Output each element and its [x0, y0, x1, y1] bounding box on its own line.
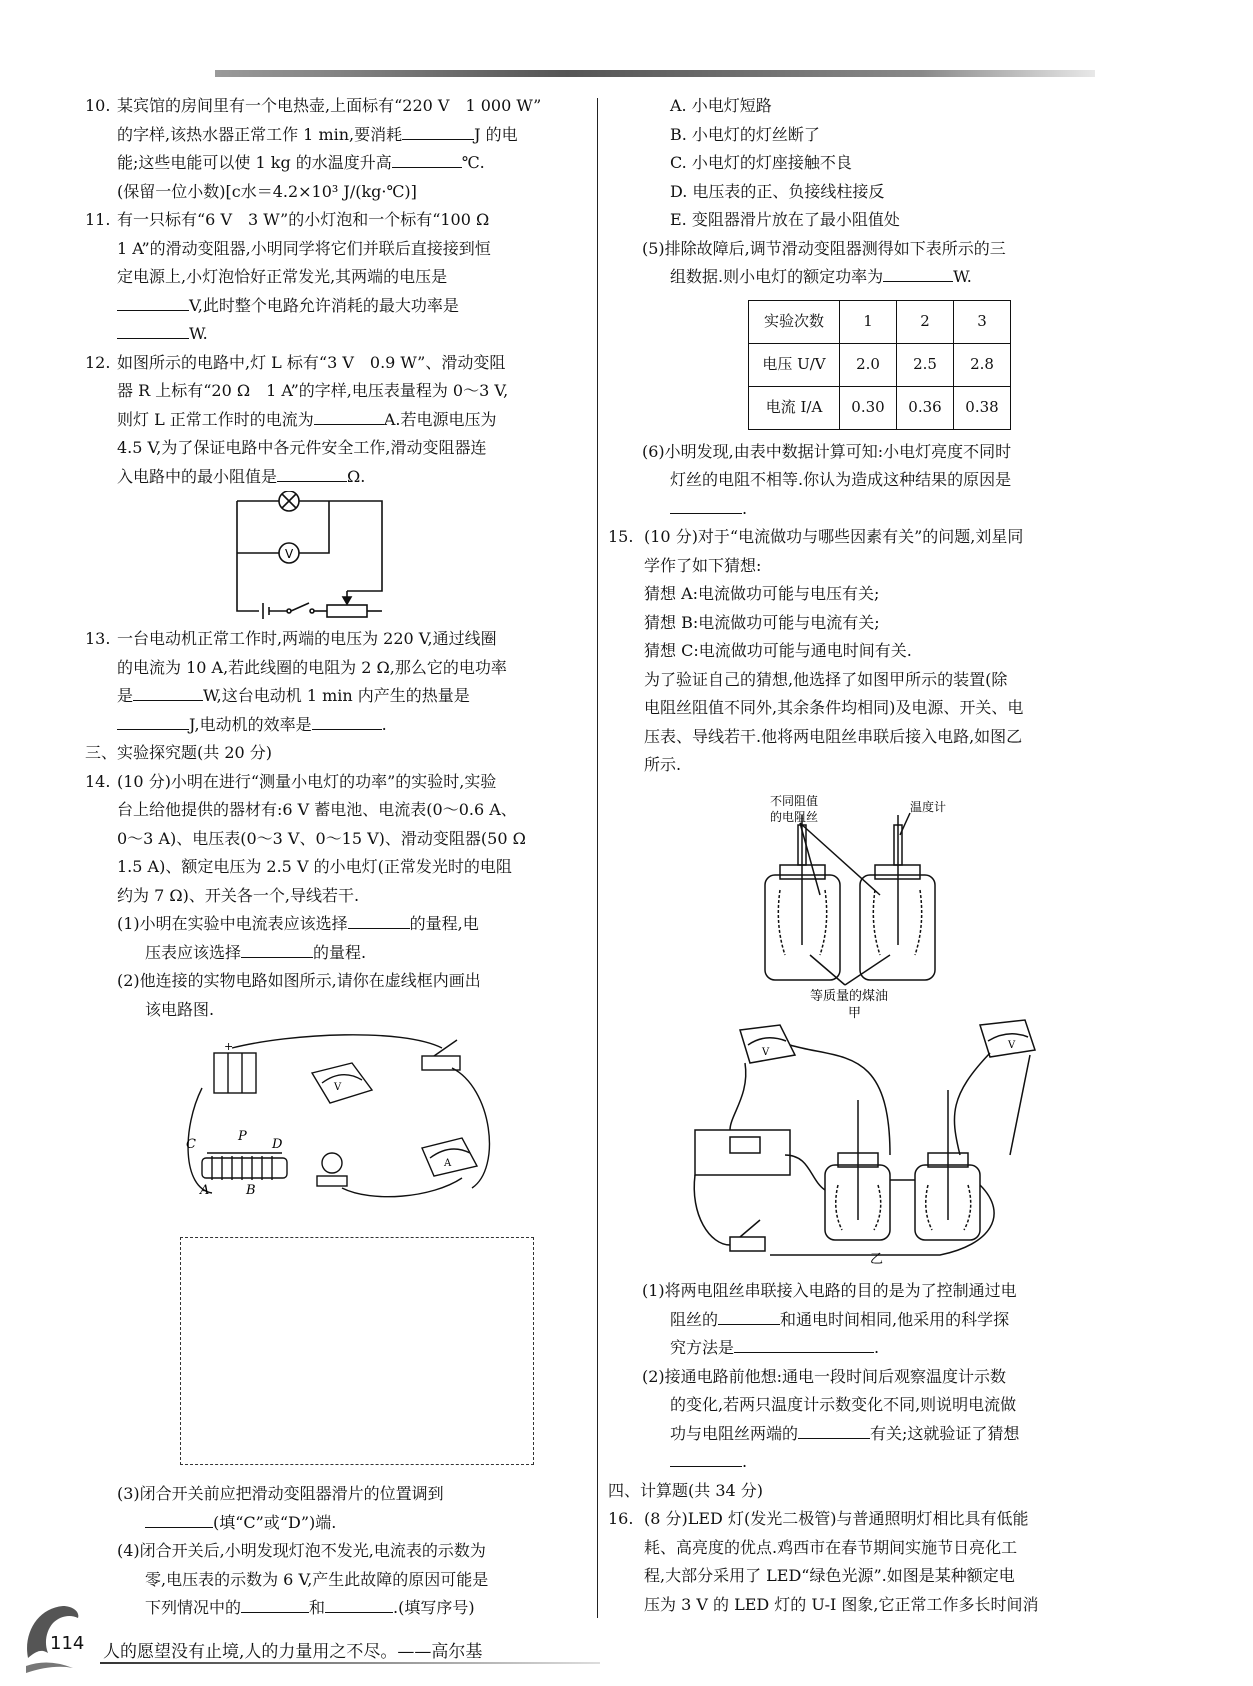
text-line	[117, 1509, 585, 1538]
answer-blank[interactable]	[312, 711, 382, 730]
answer-blank[interactable]	[718, 1306, 780, 1325]
text-line: 所示.	[644, 755, 682, 774]
right-column	[608, 92, 1100, 780]
answer-blank[interactable]	[798, 1420, 870, 1439]
text: Ω.	[347, 466, 366, 486]
question-number: 16.	[608, 1509, 634, 1528]
section-heading-3: 三、实验探究题(共 20 分)	[85, 743, 273, 762]
table-cell: 2.0	[840, 343, 897, 386]
text: 究方法是	[670, 1338, 735, 1357]
text-line	[117, 463, 585, 492]
text-line: 器 R 上标有“20 Ω 1 A”的字样,电压表量程为 0～3 V,	[117, 381, 509, 400]
option-a: A. 小电灯短路	[670, 96, 772, 115]
answer-blank[interactable]	[348, 910, 410, 929]
header-rule	[215, 70, 1095, 77]
text: .	[742, 1452, 748, 1471]
text-line: 约为 7 Ω)、开关各一个,导线若干.	[117, 885, 360, 905]
answer-blank[interactable]	[883, 263, 953, 282]
text-line: (4)闭合开关后,小明发现灯泡不发光,电流表的示数为	[117, 1541, 486, 1560]
text: V,此时整个电路允许消耗的最大功率是	[189, 295, 459, 315]
table-row	[749, 343, 1011, 386]
text: .	[742, 498, 748, 518]
answer-blank[interactable]	[670, 1448, 742, 1467]
table-cell: 2	[897, 300, 954, 343]
text-line: 如图所示的电路中,灯 L 标有“3 V 0.9 W”、滑动变阻	[117, 352, 506, 372]
text-line: 程,大部分采用了 LED“绿色光源”.如图是某种额定电	[644, 1566, 1015, 1585]
right-column-bottom	[608, 1277, 1100, 1619]
text-line: 为了验证自己的猜想,他选择了如图甲所示的装置(除	[644, 669, 1008, 689]
text-line	[117, 320, 585, 349]
text: W,这台电动机 1 min 内产生的热量是	[203, 686, 470, 705]
text-line	[640, 1420, 1100, 1449]
text-line: 猜想 B:电流做功可能与电流有关;	[644, 612, 880, 632]
text-line	[117, 910, 585, 939]
text-line: 猜想 A:电流做功可能与电压有关;	[644, 584, 880, 603]
circuit-diagram-q12	[227, 491, 427, 621]
text: (1)小明在实验中电流表应该选择	[117, 914, 348, 933]
text-line: 电阻丝阻值不同外,其余条件均相同)及电源、开关、电	[644, 698, 1024, 717]
table-cell: 电压 U/V	[749, 343, 840, 386]
text-line	[117, 682, 585, 711]
text-line: 某宾馆的房间里有一个电热壶,上面标有“220 V 1 000 W”	[117, 96, 542, 115]
answer-blank[interactable]	[117, 320, 189, 339]
text-line	[117, 406, 585, 435]
text: .	[874, 1338, 880, 1357]
option-e: E. 变阻器滑片放在了最小阻值处	[670, 210, 900, 229]
text-line: 的变化,若两只温度计示数变化不同,则说明电流做	[670, 1395, 1017, 1414]
footer-motto: 人的愿望没有止境,人的力量用之不尽。——高尔基	[103, 1642, 483, 1662]
text: .(填写序号)	[393, 1598, 475, 1617]
text-line: (6)小明发现,由表中数据计算可知:小电灯亮度不同时	[642, 441, 1012, 461]
text-line: 4.5 V,为了保证电路中各元件安全工作,滑动变阻器连	[117, 438, 487, 457]
text-line: (1)将两电阻丝串联接入电路的目的是为了控制通过电	[642, 1281, 1017, 1300]
text-line	[117, 1594, 585, 1623]
answer-blank[interactable]	[314, 406, 384, 425]
text-line: 0～3 A)、电压表(0～3 V、0～15 V)、滑动变阻器(50 Ω	[117, 828, 526, 848]
text-line: 1.5 A)、额定电压为 2.5 V 的小电灯(正常发光时的电阻	[117, 857, 512, 876]
text: 是	[117, 686, 134, 705]
text-line: (2)他连接的实物电路如图所示,请你在虚线框内画出	[117, 971, 481, 990]
terminal-a-label: A	[200, 1183, 210, 1198]
table-cell: 0.36	[897, 386, 954, 429]
text: 组数据.则小电灯的额定功率为	[670, 267, 884, 286]
text: 的量程.	[313, 942, 367, 962]
text-line	[117, 939, 585, 968]
answer-blank[interactable]	[241, 939, 313, 958]
physical-circuit-illustration	[172, 1028, 512, 1213]
text: 有关;这就验证了猜想	[870, 1423, 1020, 1443]
table-cell: 3	[954, 300, 1011, 343]
table-cell: 0.30	[840, 386, 897, 429]
text-line: (8 分)LED 灯(发光二极管)与普通照明灯相比具有低能	[644, 1509, 1029, 1528]
answer-blank[interactable]	[117, 711, 189, 730]
text-line: (保留一位小数)[c水＝4.2×10³ J/(kg·℃)]	[117, 181, 417, 201]
answer-blank[interactable]	[133, 682, 203, 701]
option-c: C. 小电灯的灯座接触不良	[670, 153, 852, 172]
question-12	[85, 349, 585, 622]
measurement-table	[748, 300, 1011, 430]
question-11	[85, 206, 585, 349]
table-row	[749, 300, 1011, 343]
answer-blank[interactable]	[392, 149, 462, 168]
question-number: 13.	[85, 629, 111, 648]
figure-label: 不同阻值	[770, 795, 819, 808]
answer-blank[interactable]	[277, 463, 347, 482]
table-cell: 电流 I/A	[749, 386, 840, 429]
figure-label: 温度计	[910, 800, 947, 814]
text-line	[640, 1306, 1100, 1335]
text-line: 压为 3 V 的 LED 灯的 U-I 图象,它正常工作多长时间消	[644, 1594, 1039, 1614]
footer-rule	[100, 1662, 600, 1664]
text-line: 压表、导线若干.他将两电阻丝串联后接入电路,如图乙	[644, 726, 1023, 746]
text-line: 学作了如下猜想:	[644, 555, 762, 575]
text-line: 台上给他提供的器材有:6 V 蓄电池、电流表(0～0.6 A、	[117, 800, 517, 819]
section-heading-4: 四、计算题(共 34 分)	[608, 1480, 764, 1500]
left-column-bottom	[85, 1480, 585, 1623]
question-number: 11.	[85, 210, 111, 229]
text-line: (10 分)小明在进行“测量小电灯的功率”的实验时,实验	[117, 771, 497, 791]
table-cell: 2.8	[954, 343, 1011, 386]
question-14-continued	[85, 1480, 585, 1623]
text: W.	[953, 267, 972, 286]
text-line	[117, 121, 585, 150]
figure-jia-apparatus	[750, 795, 980, 1025]
text: J,电动机的效率是	[189, 714, 312, 734]
question-number: 15.	[608, 527, 634, 546]
text: 和通电时间相同,他采用的科学探	[780, 1309, 1010, 1329]
ammeter-label: A	[444, 1158, 452, 1169]
text-line: 猜想 C:电流做功可能与通电时间有关.	[644, 641, 912, 660]
drawing-area-dashed-box[interactable]	[180, 1237, 534, 1465]
question-10	[85, 92, 585, 206]
text-line: 耗、高亮度的优点.鸡西市在春节期间实施节日亮化工	[644, 1537, 1018, 1557]
text: 功与电阻丝两端的	[670, 1423, 799, 1443]
text: A.若电源电压为	[383, 409, 497, 429]
terminal-b-label: B	[246, 1183, 256, 1198]
text: ℃.	[461, 153, 485, 172]
left-column	[85, 92, 585, 1213]
text-line: 一台电动机正常工作时,两端的电压为 220 V,通过线圈	[117, 629, 497, 648]
text-line: 定电源上,小灯泡恰好正常发光,其两端的电压是	[117, 267, 448, 286]
text-line: (3)闭合开关前应把滑动变阻器滑片的位置调到	[117, 1484, 444, 1503]
answer-blank[interactable]	[145, 1509, 213, 1528]
text: 压表应该选择	[145, 942, 242, 962]
text-line: (2)接通电路前他想:通电一段时间后观察温度计示数	[642, 1366, 1007, 1386]
text-line: 零,电压表的示数为 6 V,产生此故障的原因可能是	[145, 1569, 489, 1589]
text-line: (5)排除故障后,调节滑动变阻器测得如下表所示的三	[642, 238, 1006, 258]
terminal-d-label: D	[272, 1137, 283, 1152]
text: .	[381, 714, 387, 734]
column-divider	[597, 98, 598, 1618]
text-line	[117, 149, 585, 178]
text-line: 1 A”的滑动变阻器,小明同学将它们并联后直接接到恒	[117, 238, 491, 258]
option-d: D. 电压表的正、负接线柱接反	[670, 181, 885, 201]
figure-label: 的电阻丝	[770, 810, 819, 824]
option-b: B. 小电灯的灯丝断了	[670, 124, 820, 144]
question-15	[608, 523, 1100, 780]
figure-yi-circuit	[690, 1015, 1090, 1265]
text: J 的电	[474, 124, 518, 144]
text: W.	[189, 324, 208, 343]
page-number: 114	[50, 1633, 85, 1654]
voltmeter-symbol: V	[285, 547, 294, 561]
terminal-c-label: C	[186, 1137, 196, 1152]
figure-label: 等质量的煤油	[810, 989, 889, 1004]
table-cell: 0.38	[954, 386, 1011, 429]
answer-blank[interactable]	[325, 1594, 393, 1613]
plus-sign: +	[224, 1040, 234, 1053]
text: 入电路中的最小阻值是	[117, 466, 278, 486]
answer-blank[interactable]	[734, 1334, 874, 1353]
text-line	[640, 263, 1100, 292]
text: 阻丝的	[670, 1309, 719, 1329]
question-number: 10.	[85, 96, 111, 115]
text: 和	[309, 1598, 326, 1617]
text: (填“C”或“D”)端.	[213, 1512, 337, 1532]
figure-caption: 甲	[848, 1006, 862, 1021]
table-cell: 1	[840, 300, 897, 343]
text-line: (10 分)对于“电流做功与哪些因素有关”的问题,刘星同	[644, 527, 1024, 546]
question-number: 12.	[85, 352, 111, 372]
text-line: 有一只标有“6 V 3 W”的小灯泡和一个标有“100 Ω	[117, 210, 490, 229]
text: 下列情况中的	[145, 1598, 242, 1617]
slider-p-label: P	[238, 1129, 247, 1144]
question-number: 14.	[85, 771, 111, 791]
text-line	[117, 292, 585, 321]
text-line	[117, 711, 585, 740]
voltmeter-label: V	[334, 1082, 342, 1093]
text-line: 该电路图.	[145, 999, 215, 1019]
answer-blank[interactable]	[670, 495, 742, 514]
question-13	[85, 625, 585, 739]
text: 则灯 L 正常工作时的电流为	[117, 409, 314, 429]
answer-blank[interactable]	[241, 1594, 309, 1613]
answer-blank[interactable]	[117, 292, 189, 311]
text-line	[640, 1334, 1100, 1363]
text-line	[640, 495, 1100, 524]
table-row	[749, 386, 1011, 429]
answer-blank[interactable]	[402, 121, 474, 140]
text: 的字样,该热水器正常工作 1 min,要消耗	[117, 124, 403, 144]
text: 能;这些电能可以使 1 kg 的水温度升高	[117, 153, 392, 172]
table-cell: 2.5	[897, 343, 954, 386]
table-cell: 实验次数	[749, 300, 840, 343]
figure-caption: 乙	[870, 1252, 884, 1265]
text-line	[640, 1448, 1100, 1477]
text-line: 的电流为 10 A,若此线圈的电阻为 2 Ω,那么它的电功率	[117, 657, 507, 677]
text: 的量程,电	[409, 914, 479, 933]
text-line: 灯丝的电阻不相等.你认为造成这种结果的原因是	[670, 470, 1012, 489]
question-14	[85, 768, 585, 1214]
voltmeter-label: V	[762, 1047, 770, 1058]
voltmeter-label: V	[1008, 1040, 1016, 1051]
question-16	[608, 1505, 1100, 1619]
